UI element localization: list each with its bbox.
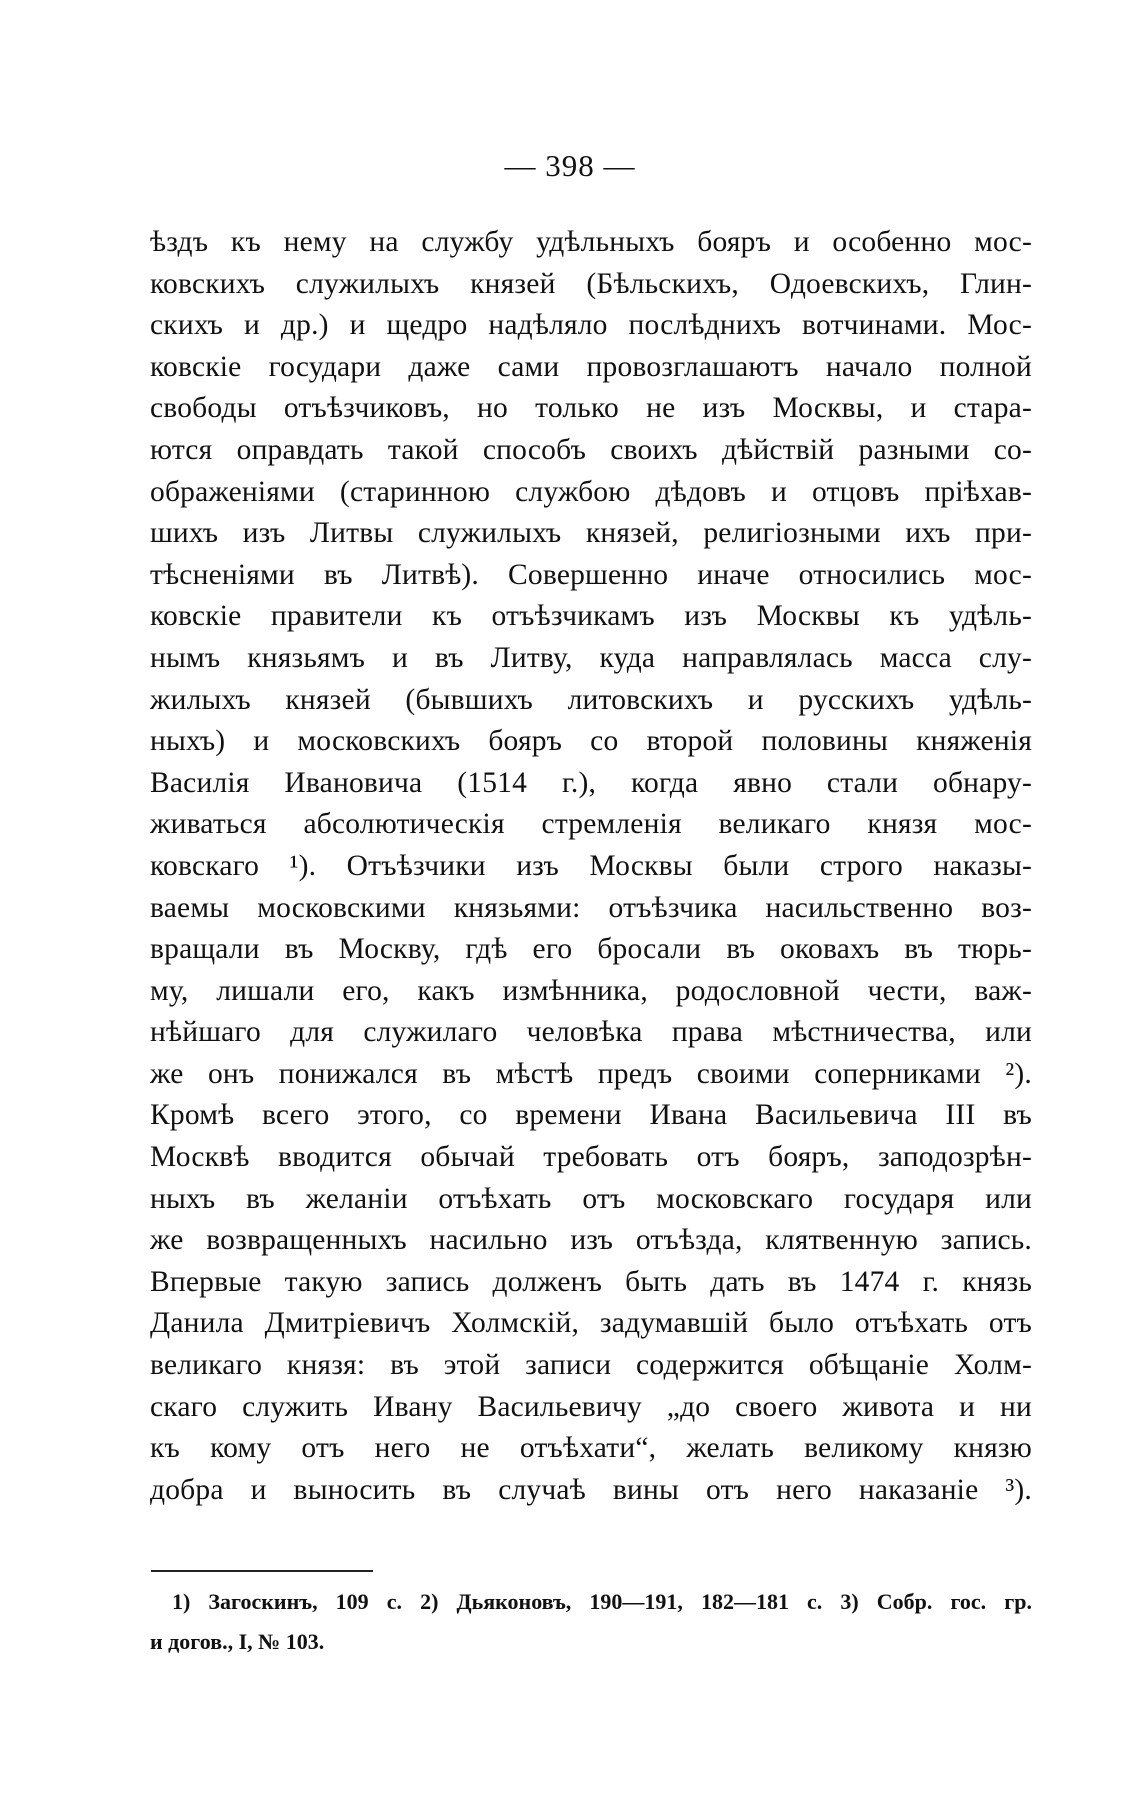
page-number: — 398 —	[504, 148, 636, 183]
text-line: ображеніями (старинною службою дѣдовъ и отцовъ пріѣхав-	[150, 475, 1032, 508]
text-line: ковскіе государи даже сами провозглашаютъ начало полной	[150, 350, 1032, 383]
text-line: вращали въ Москву, гдѣ его бросали въ оковахъ въ тюрь-	[150, 933, 1032, 966]
text-line: ковскихъ служилыхъ князей (Бѣльскихъ, Одоевскихъ, Глин-	[150, 267, 1032, 300]
text-line: къ кому отъ него не отъѣхати“, желать великому князю	[150, 1432, 1032, 1465]
text-line: скаго служить Ивану Васильевичу „до своего живота и ни	[150, 1390, 1032, 1423]
footnote-line: и догов., I, № 103.	[150, 1629, 325, 1654]
text-line: ныхъ) и московскихъ бояръ со второй половины княженія	[150, 725, 1032, 758]
text-line: ковскаго ¹). Отъѣзчики изъ Москвы были строго наказы-	[150, 849, 1032, 882]
text-line: ныхъ въ желаніи отъѣхать отъ московскаго государя или	[150, 1182, 1032, 1215]
text-line: нымъ князьямъ и въ Литву, куда направлялась масса слу-	[150, 641, 1032, 674]
text-line: тѣсненіями въ Литвѣ). Совершенно иначе относились мос-	[150, 558, 1032, 591]
text-line: нѣйшаго для служилаго человѣка права мѣстничества, или	[150, 1016, 1032, 1049]
footnote-line: 1) Загоскинъ, 109 с. 2) Дьяконовъ, 190—191, 182—181 с. 3) Собр. гос. гр.	[172, 1589, 1032, 1614]
text-line: Кромѣ всего этого, со времени Ивана Васильевича III въ	[150, 1099, 1032, 1132]
text-line: ковскіе правители къ отъѣзчикамъ изъ Москвы къ удѣль-	[150, 600, 1032, 633]
text-line: му, лишали его, какъ измѣнника, родословной чести, важ-	[150, 974, 1032, 1007]
text-line: живаться абсолютическія стремленія великаго князя мос-	[150, 808, 1032, 841]
text-line: свободы отъѣзчиковъ, но только не изъ Москвы, и стара-	[150, 392, 1032, 425]
text-line: добра и выносить въ случаѣ вины отъ него наказаніе ³).	[150, 1473, 1032, 1506]
text-line: ваемы московскими князьями: отъѣзчика насильственно воз-	[150, 891, 1032, 924]
text-line: жилыхъ князей (бывшихъ литовскихъ и русскихъ удѣль-	[150, 683, 1032, 716]
text-line: Москвѣ вводится обычай требовать отъ бояръ, заподозрѣн-	[150, 1141, 1032, 1174]
text-line: же возвращенныхъ насильно изъ отъѣзда, клятвенную запись.	[150, 1224, 1032, 1257]
text-line: Впервые такую запись долженъ быть дать въ 1474 г. князь	[150, 1265, 1032, 1298]
footnotes	[150, 1582, 1032, 1662]
text-line: великаго князя: въ этой записи содержится обѣщаніе Холм-	[150, 1349, 1032, 1382]
text-line: шихъ изъ Литвы служилыхъ князей, религіозными ихъ при-	[150, 517, 1032, 550]
text-line: скихъ и др.) и щедро надѣляло послѣднихъ вотчинами. Мос-	[150, 309, 1032, 342]
body-text	[150, 222, 1032, 1511]
text-line: ются оправдать такой способъ своихъ дѣйствій разными со-	[150, 433, 1032, 466]
footnote-divider	[151, 1570, 373, 1572]
text-line: же онъ понижался въ мѣстѣ предъ своими соперниками ²).	[150, 1057, 1032, 1090]
text-line: ѣздъ къ нему на службу удѣльныхъ бояръ и особенно мос-	[150, 226, 1032, 258]
text-line: Василія Ивановича (1514 г.), когда явно стали обнару-	[150, 766, 1032, 799]
text-line: Данила Дмитріевичъ Холмскій, задумавшій было отъѣхать отъ	[150, 1307, 1032, 1340]
